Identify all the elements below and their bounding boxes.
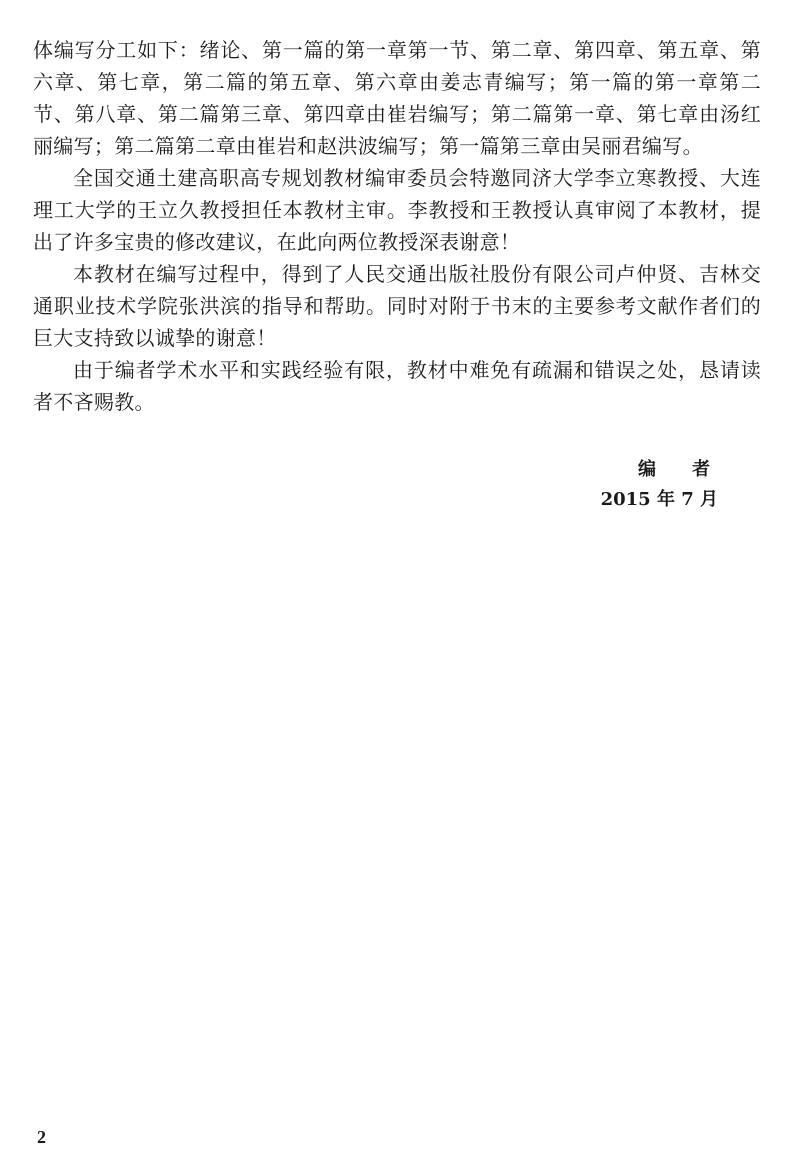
signature-block — [558, 455, 718, 515]
signature-date: 2015 年 7 月 — [600, 489, 718, 510]
preface-body — [33, 34, 761, 418]
paragraph-disclaimer: 由于编者学术水平和实践经验有限，教材中难免有疏漏和错误之处，恳请读者不吝赐教。 — [33, 358, 761, 414]
page-number: 2 — [37, 1127, 46, 1147]
paragraph-authorship: 体编写分工如下：绪论、第一篇的第一章第一节、第二章、第四章、第五章、第六章、第七章，第二篇的第五章、第六章由姜志青编写；第一篇的第一章第二节、第八章、第二篇第三章、第四章由崔岩编写；第二篇第一章、第七章由汤红丽编写；第二篇第二章由崔岩和赵洪波编写；第一篇第三章由吴丽君编写。 — [33, 38, 761, 158]
paragraph-reviewers: 全国交通土建高职高专规划教材编审委员会特邀同济大学李立寒教授、大连理工大学的王立久教授担任本教材主审。李教授和王教授认真审阅了本教材，提出了许多宝贵的修改建议，在此向两位教授深表谢意！ — [33, 166, 761, 254]
paragraph-acknowledgements: 本教材在编写过程中，得到了人民交通出版社股份有限公司卢仲贤、吉林交通职业技术学院张洪滨的指导和帮助。同时对附于书末的主要参考文献作者们的巨大支持致以诚挚的谢意！ — [33, 262, 761, 350]
signature-author: 编 者 — [638, 459, 710, 480]
